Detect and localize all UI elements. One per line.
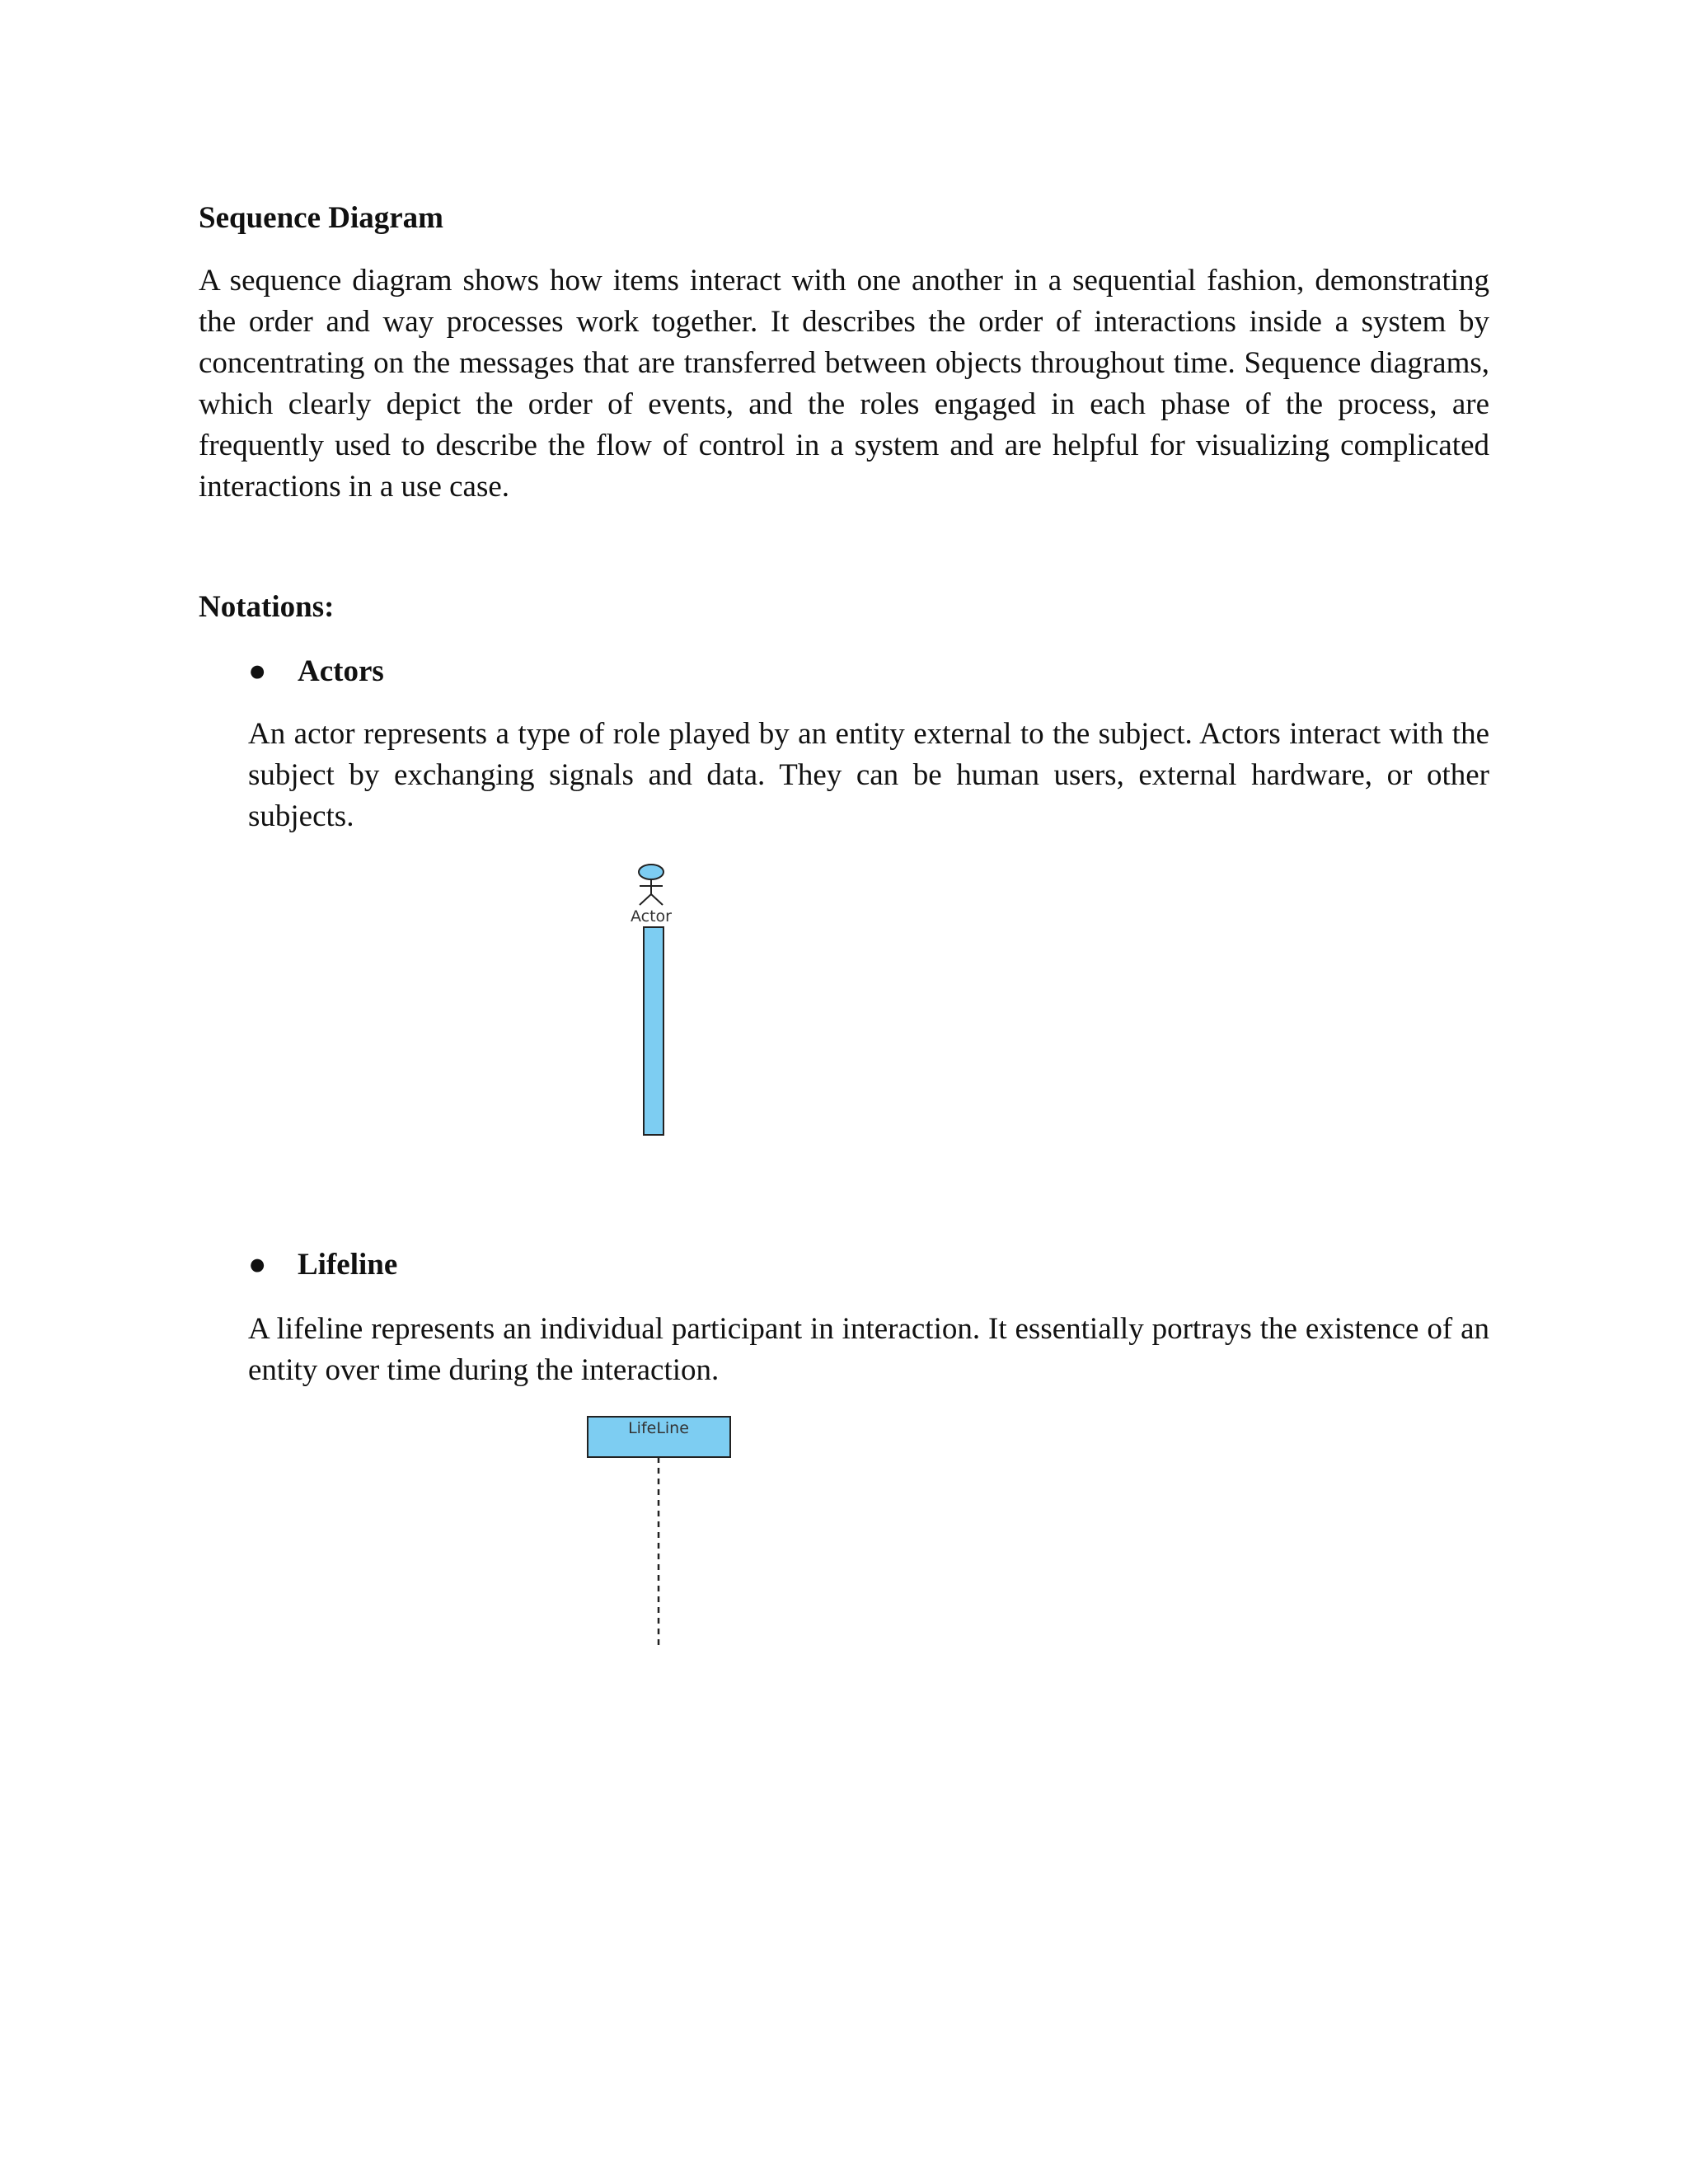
lifeline-figure: [581, 1413, 738, 1652]
bullet-icon: ●: [248, 654, 267, 688]
actor-head-icon: [639, 865, 663, 879]
actor-activation-bar: [644, 927, 663, 1135]
lifeline-description: A lifeline represents an individual participant in interaction. It essentially portrays the existence of an entity over time during the interaction.: [248, 1312, 1489, 1387]
actors-description: An actor represents a type of role played by an entity external to the subject. Actors interact with the subject by exchanging signals and data. They can be human users, external hardware, or other subjects.: [248, 717, 1489, 833]
actor-right-leg-line: [651, 894, 663, 905]
notation-label-actors: Actors: [298, 654, 384, 688]
intro-paragraph: A sequence diagram shows how items interact with one another in a sequential fashion, demonstrating the order and way processes work together. It describes the order of interactions inside a system by concentrating on the messages that are transferred between objects throughout time. Sequence diagrams, which clearly depict the order of events, and the roles engaged in each phase of the process, are frequently used to describe the flow of control in a system and are helpful for visualizing complicated interactions in a use case.: [199, 264, 1489, 504]
notations-title: Notations:: [199, 590, 335, 624]
notation-label-lifeline: Lifeline: [298, 1248, 398, 1282]
lifeline-figure-label: LifeLine: [628, 1419, 689, 1437]
actor-left-leg-line: [640, 894, 651, 905]
section-title: Sequence Diagram: [199, 201, 443, 235]
actor-figure-label: Actor: [631, 907, 672, 926]
actor-figure: [610, 857, 692, 1154]
bullet-icon: ●: [248, 1248, 267, 1282]
